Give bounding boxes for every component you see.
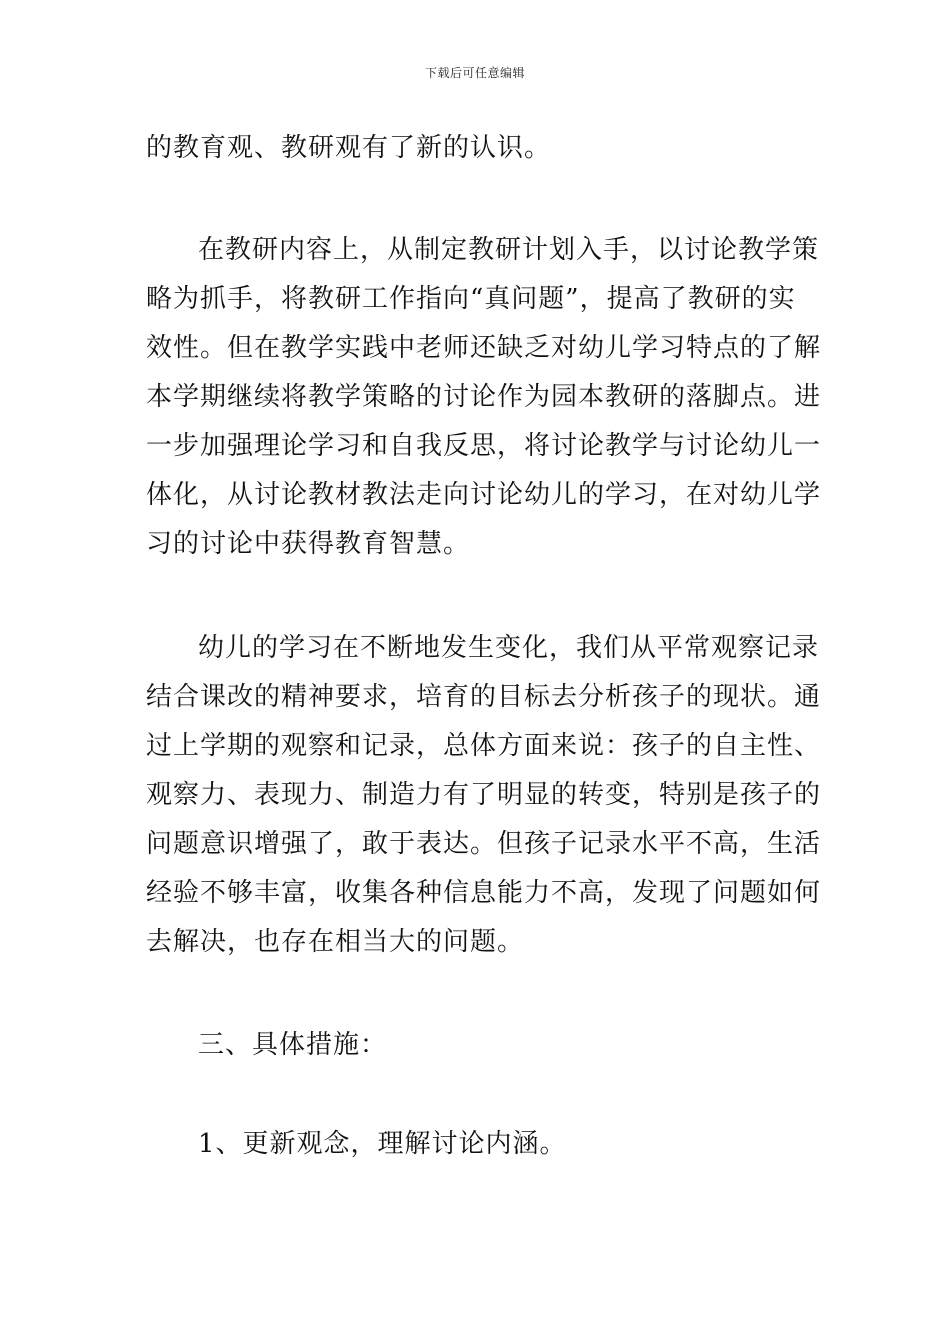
paragraph-3	[146, 624, 822, 967]
text-line: 1、更新观念，理解讨论内涵。	[198, 1129, 567, 1159]
text-line: 问题意识增强了，敢于表达。但孩子记录水平不高，生活	[146, 829, 822, 859]
text-line: 的教育观、教研观有了新的认识。	[146, 133, 552, 163]
text-line: 幼儿的学习在不断地发生变化，我们从平常观察记录	[198, 633, 820, 663]
text-line: 体化，从讨论教材教法走向讨论幼儿的学习，在对幼儿学	[146, 480, 822, 510]
paragraph-2	[146, 226, 822, 569]
text-line: 去解决，也存在相当大的问题。	[146, 927, 525, 957]
text-line: 经验不够丰富，收集各种信息能力不高，发现了问题如何	[146, 878, 822, 908]
paragraph-1	[146, 124, 806, 173]
text-line: 习的讨论中获得教育智慧。	[146, 529, 471, 559]
text-line: 过上学期的观察和记录，总体方面来说：孩子的自主性、	[146, 731, 822, 761]
text-line: 三、具体措施：	[198, 1030, 388, 1060]
page-header: 下载后可任意编辑	[424, 66, 525, 80]
section-heading	[146, 1021, 806, 1070]
text-line: 本学期继续将教学策略的讨论作为园本教研的落脚点。进	[146, 382, 822, 412]
text-line: 略为抓手，将教研工作指向“真问题”，提高了教研的实	[146, 284, 796, 314]
text-line: 一步加强理论学习和自我反思，将讨论教学与讨论幼儿一	[146, 431, 822, 461]
text-line: 观察力、表现力、制造力有了明显的转变，特别是孩子的	[146, 780, 822, 810]
text-line: 在教研内容上，从制定教研计划入手，以讨论教学策	[198, 235, 820, 265]
text-line: 效性。但在教学实践中老师还缺乏对幼儿学习特点的了解	[146, 333, 822, 363]
list-item	[146, 1120, 806, 1169]
text-line: 结合课改的精神要求，培育的目标去分析孩子的现状。通	[146, 682, 822, 712]
